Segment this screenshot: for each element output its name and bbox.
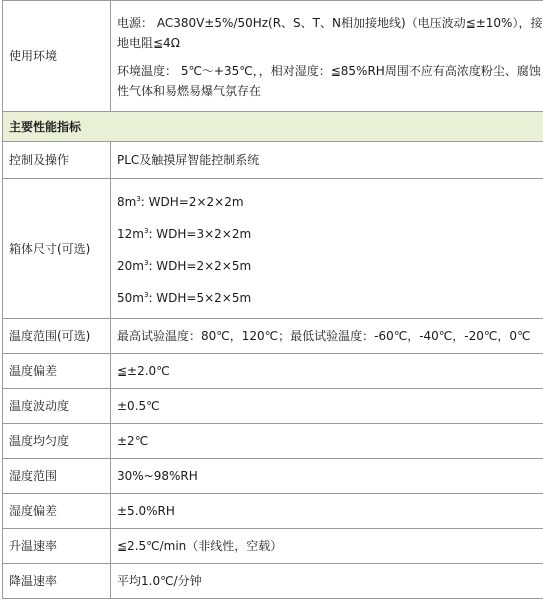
row-temp-deviation — [3, 354, 543, 389]
label-cooling-rate: 降温速率 — [3, 564, 111, 599]
label-temp-fluctuation: 温度波动度 — [3, 389, 111, 424]
label-control: 控制及操作 — [3, 142, 111, 179]
spec-table — [2, 0, 543, 599]
label-temp-range: 温度范围(可选) — [3, 319, 111, 354]
ambient-spec: 环境温度： 5℃～+35℃，，相对湿度：≦85%RH周围不应有高浓度粉尘、腐蚀性气体和易燃易爆气氛存在 — [117, 63, 541, 98]
label-heating-rate: 升温速率 — [3, 529, 111, 564]
section-row — [3, 112, 543, 142]
value-humidity-deviation: ±5.0%RH — [111, 494, 543, 529]
row-control — [3, 142, 543, 179]
box-size-option: $8m^3$: WDH=2×2×2m — [117, 194, 244, 209]
value-humidity-range: 30%~98%RH — [111, 459, 543, 494]
label-environment: 使用环境 — [3, 1, 111, 112]
row-temp-uniformity — [3, 424, 543, 459]
row-heating-rate — [3, 529, 543, 564]
value-box-size — [111, 179, 543, 319]
value-temp-uniformity: ±2℃ — [111, 424, 543, 459]
row-environment — [3, 1, 543, 112]
row-humidity-deviation — [3, 494, 543, 529]
label-humidity-range: 湿度范围 — [3, 459, 111, 494]
value-environment — [111, 1, 543, 112]
value-cooling-rate: 平均1.0℃/分钟 — [111, 564, 543, 599]
label-box-size: 箱体尺寸(可选) — [3, 179, 111, 319]
row-box-size — [3, 179, 543, 319]
row-cooling-rate — [3, 564, 543, 599]
label-temp-uniformity: 温度均匀度 — [3, 424, 111, 459]
row-temp-fluctuation — [3, 389, 543, 424]
box-size-option: $50m^3$: WDH=5×2×5m — [117, 290, 252, 305]
label-temp-deviation: 温度偏差 — [3, 354, 111, 389]
row-humidity-range — [3, 459, 543, 494]
value-heating-rate: ≦2.5℃/min（非线性，空载） — [111, 529, 543, 564]
value-control: PLC及触摸屏智能控制系统 — [111, 142, 543, 179]
box-size-option: $12m^3$: WDH=3×2×2m — [117, 226, 252, 241]
value-temp-fluctuation: ±0.5℃ — [111, 389, 543, 424]
power-spec: 电源： AC380V±5%/50Hz(R、S、T、N相加接地线)（电压波动≦±10%），接地电阻≦4Ω — [117, 15, 543, 50]
section-title: 主要性能指标 — [3, 112, 543, 142]
value-temp-range: 最高试验温度：80℃，120℃；最低试验温度：-60℃，-40℃，-20℃，0℃ — [111, 319, 543, 354]
box-size-option: $20m^3$: WDH=2×2×5m — [117, 258, 252, 273]
row-temp-range — [3, 319, 543, 354]
value-temp-deviation: ≦±2.0℃ — [111, 354, 543, 389]
label-humidity-deviation: 湿度偏差 — [3, 494, 111, 529]
